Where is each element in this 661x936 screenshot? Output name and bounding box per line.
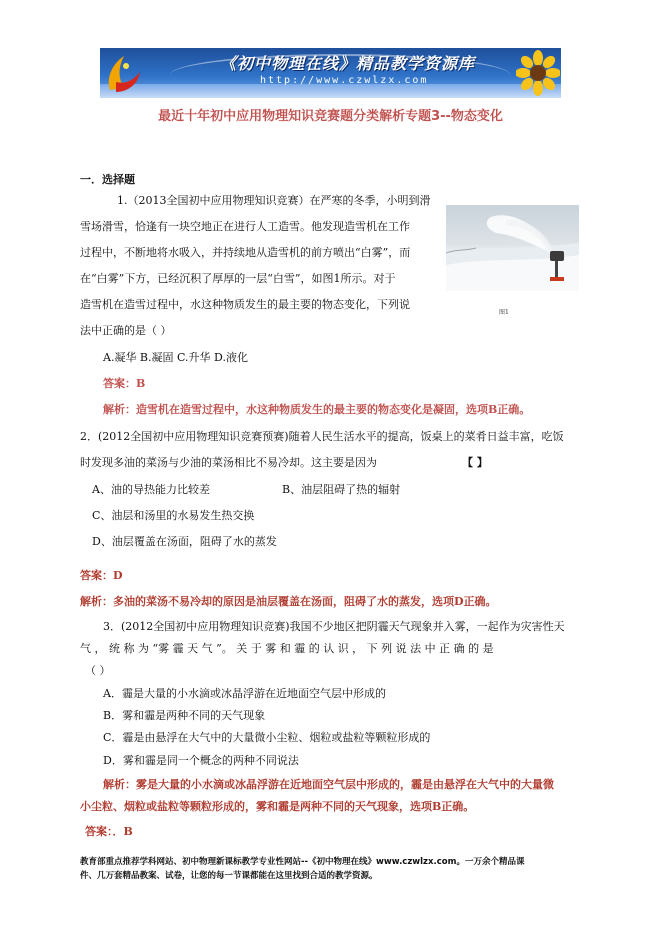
q3-option-d: D．雾和霾是同一个概念的两种不同说法 (103, 754, 299, 767)
q1-analysis: 解析：造雪机在造雪过程中，水这种物质发生的最主要的物态变化是凝固，选项B正确。 (103, 403, 531, 416)
q1-answer: 答案：B (103, 377, 146, 390)
q3-line-2: 气 ， 统 称 为 “雾 霾 天 气 ”。 关 于 雾 和 霾 的 认 识 ， 下 列 说 法 中 正 确 的 是 (80, 642, 494, 655)
banner-url[interactable]: http://www.czwlzx.com (260, 75, 429, 86)
q2-line-2: 时发现多油的菜汤与少油的菜汤相比不易冷却。这主要是因为 (80, 456, 377, 469)
header-banner (100, 48, 561, 98)
q1-line-3: 过程中，不断地将水吸入，并持续地从造雪机的前方喷出“白雾”，而 (80, 246, 411, 259)
q1-options: A.凝华 B.凝固 C.升华 D.液化 (103, 351, 248, 364)
section-heading: 一．选择题 (80, 173, 135, 186)
q1-line-4: 在“白雾”下方，已经沉积了厚厚的一层“白雪”，如图1所示。对于 (80, 272, 396, 285)
snow-machine-photo (446, 205, 579, 291)
q2-answer: 答案：D (80, 569, 123, 582)
q3-option-c: C．霾是由悬浮在大气中的大量微小尘粒、烟粒或盐粒等颗粒形成的 (103, 731, 431, 744)
banner-title: 《初中物理在线》精品教学资源库 (220, 54, 476, 73)
site-logo-icon (102, 52, 142, 94)
q2-option-a: A、油的导热能力比较差 (92, 483, 210, 496)
figure-caption: 图1 (499, 309, 509, 316)
q2-line-1: 2．(2012全国初中应用物理知识竞赛预赛)随着人民生活水平的提高，饭桌上的菜肴日益丰富，吃饭 (80, 430, 564, 443)
footer-line-2: 件、几万套精品教案、试卷，让您的每一节课都能在这里找到合适的教学资源。 (80, 871, 378, 881)
q1-line-6: 法中正确的是（ ） (80, 324, 172, 337)
footer-line-1: 教育部重点推荐学科网站、初中物理新课标教学专业性网站--《初中物理在线》www.czwlzx.com。一万余个精品课 (80, 857, 525, 867)
q3-line-1: 3．(2012全国初中应用物理知识竞赛)我国不少地区把阴霾天气现象并入雾，一起作为灾害性天 (103, 620, 565, 633)
q1-line-1: 1.（2013全国初中应用物理知识竞赛）在严寒的冬季，小明到滑 (117, 194, 431, 207)
q2-analysis: 解析：多油的菜汤不易冷却的原因是油层覆盖在汤面，阻碍了水的蒸发，选项D正确。 (80, 595, 497, 608)
snow-machine-illustration (446, 205, 579, 291)
document-title: 最近十年初中应用物理知识竞赛题分类解析专题3--物态变化 (158, 109, 503, 124)
q3-analysis-line-1: 解析：雾是大量的小水滴或冰晶浮游在近地面空气层中形成的，霾是由悬浮在大气中的大量微 (103, 778, 554, 791)
page-footer (80, 855, 600, 883)
q1-line-5: 造雪机在造雪过程中，水这种物质发生的最主要的物态变化，下列说 (80, 298, 410, 311)
q2-option-b: B、油层阻碍了热的辐射 (282, 483, 401, 496)
q3-option-b: B．雾和霾是两种不同的天气现象 (103, 709, 266, 722)
q3-line-3: （ ） (85, 664, 111, 677)
q2-answer-bracket: 【 】 (462, 456, 488, 469)
q3-answer: 答案：．B (85, 825, 133, 838)
q2-option-c: C、油层和汤里的水易发生热交换 (92, 509, 255, 522)
sunflower-icon (516, 50, 560, 96)
q3-analysis-line-2: 小尘粒、烟粒或盐粒等颗粒形成的，雾和霾是两种不同的天气现象，选项B正确。 (80, 800, 475, 813)
q3-option-a: A．霾是大量的小水滴或冰晶浮游在近地面空气层中形成的 (103, 687, 386, 700)
q2-option-d: D、油层覆盖在汤面，阻碍了水的蒸发 (92, 535, 277, 548)
q1-line-2: 雪场滑雪，恰逢有一块空地正在进行人工造雪。他发现造雪机在工作 (80, 220, 410, 233)
